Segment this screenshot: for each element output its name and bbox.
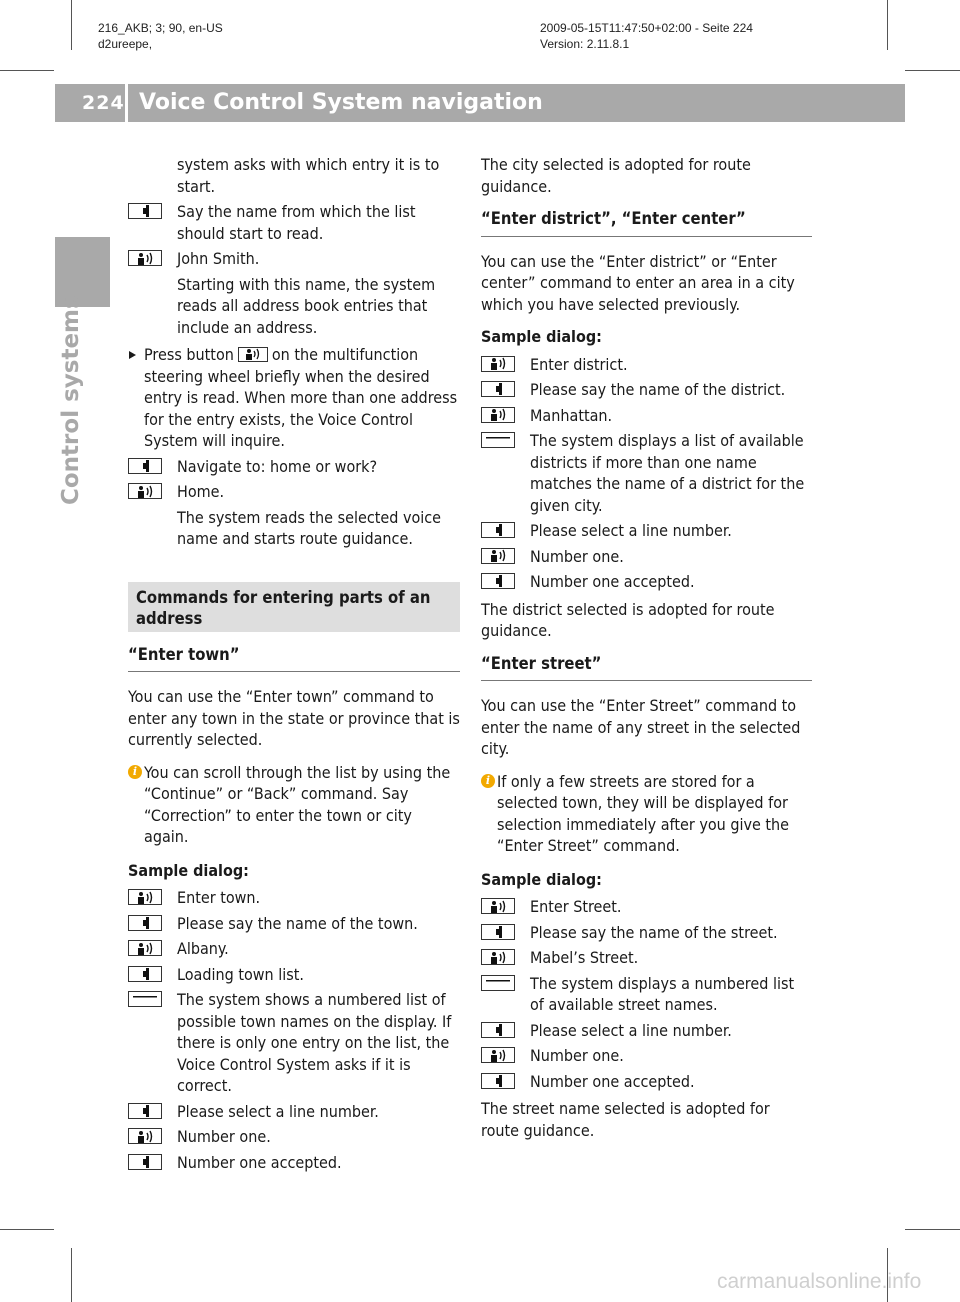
- bullet-text-pre: Press button: [144, 345, 234, 364]
- dialog-text: Home.: [177, 482, 225, 501]
- print-meta-right: [540, 20, 753, 52]
- dialog-text: The system displays a numbered list of available street names.: [530, 973, 795, 1014]
- subheading-enter-town: “Enter town”: [128, 644, 460, 673]
- dialog-display: [481, 973, 812, 1016]
- dialog-user: [128, 938, 460, 960]
- dialog-system: [481, 520, 812, 542]
- continued-text: system asks with which entry it is to start.: [177, 155, 440, 196]
- speaker-icon: [128, 203, 162, 219]
- user-voice-icon: [128, 1128, 162, 1144]
- dialog-text: Number one accepted.: [530, 572, 695, 591]
- watermark-text: carmanualsonline.info: [717, 1270, 922, 1293]
- dialog-text: Number one accepted.: [530, 1071, 695, 1091]
- dialog-text: Enter town.: [177, 888, 261, 907]
- crop-mark: [905, 70, 960, 71]
- dialog-display: [128, 989, 460, 1097]
- paragraph: The street name selected is adopted for route guidance.: [481, 1099, 770, 1140]
- dialog-user: [481, 1045, 812, 1067]
- side-section-label: Control systems: [58, 295, 84, 505]
- display-icon: [481, 975, 515, 991]
- bullet-text-post: on the multifunction steering wheel briefly when the desired entry is read. When more than one address for the entry exists, the Voice Control System will inquire.: [144, 345, 458, 450]
- info-icon: i: [128, 765, 142, 779]
- dialog-text: Mabel’s Street.: [530, 948, 639, 967]
- subheading-enter-district: “Enter district”, “Enter center”: [481, 208, 812, 237]
- crop-mark: [71, 0, 72, 50]
- meta-left-line2: d2ureepe,: [98, 37, 153, 51]
- dialog-system: [481, 379, 812, 401]
- dialog-system: [128, 1101, 460, 1123]
- display-icon: [128, 991, 162, 1007]
- dialog-text: Enter Street.: [530, 897, 622, 916]
- dialog-text: Number one accepted.: [177, 1152, 342, 1172]
- dialog-text: Please say the name of the street.: [530, 922, 778, 942]
- dialog-user: [128, 887, 460, 909]
- dialog-text: Please select a line number.: [177, 1101, 379, 1121]
- page-number: 224: [82, 92, 125, 114]
- paragraph: The city selected is adopted for route guidance.: [481, 155, 751, 196]
- left-column: [128, 154, 460, 1177]
- dialog-text: Enter district.: [530, 354, 628, 374]
- page-title: Voice Control System navigation: [139, 90, 543, 115]
- paragraph: You can use the “Enter Street” command to enter the name of any street in the selected city.: [481, 696, 801, 758]
- info-text: You can scroll through the list by using the “Continue” or “Back” command. Say “Correction” to enter the town or city again.: [144, 762, 451, 846]
- crop-mark: [0, 70, 54, 71]
- dialog-user: [128, 248, 460, 338]
- dialog-display: [481, 430, 812, 516]
- section-heading: Commands for entering parts of an address: [128, 582, 460, 632]
- dialog-user: [128, 1126, 460, 1148]
- dialog-system: [128, 1152, 460, 1174]
- instruction-bullet: [128, 344, 460, 452]
- crop-mark: [71, 1248, 72, 1302]
- speaker-icon: [128, 1103, 162, 1119]
- dialog-text: Please select a line number.: [530, 521, 732, 540]
- speaker-icon: [481, 1022, 515, 1038]
- dialog-text: Please say the name of the district.: [530, 380, 786, 399]
- user-voice-icon: [128, 250, 162, 266]
- dialog-user: [481, 405, 812, 427]
- dialog-system: [481, 1020, 812, 1042]
- print-meta-left: [98, 20, 223, 52]
- dialog-subtext: The system reads the selected voice name and starts route guidance.: [177, 507, 442, 548]
- dialog-system: [481, 571, 812, 593]
- speaker-icon: [481, 924, 515, 940]
- user-voice-icon: [128, 940, 162, 956]
- dialog-user: [481, 947, 812, 969]
- user-voice-icon: [481, 1047, 515, 1063]
- dialog-text: Please say the name of the town.: [177, 913, 418, 933]
- crop-mark: [0, 1229, 54, 1230]
- dialog-system: [128, 913, 460, 935]
- dialog-text: Say the name from which the list should start to read.: [177, 202, 416, 243]
- speaker-icon: [481, 1073, 515, 1089]
- user-voice-icon: [481, 949, 515, 965]
- crop-mark: [905, 1229, 960, 1230]
- speaker-icon: [128, 1154, 162, 1170]
- dialog-system: [128, 201, 460, 244]
- right-column: [481, 154, 812, 1152]
- dialog-text: The system shows a numbered list of possible town names on the display. If there is only one entry on the list, the Voice Control System asks if it is correct.: [177, 990, 452, 1095]
- user-voice-icon: [481, 898, 515, 914]
- user-voice-icon: [481, 548, 515, 564]
- info-note: [128, 762, 460, 848]
- meta-left-line1: 216_AKB; 3; 90, en-US: [98, 21, 223, 35]
- dialog-text: Manhattan.: [530, 405, 613, 425]
- dialog-user: [128, 481, 460, 550]
- dialog-text: Number one.: [177, 1127, 271, 1146]
- dialog-text: Number one.: [530, 546, 624, 566]
- dialog-text: Loading town list.: [177, 964, 304, 984]
- arrow-bullet-icon: [129, 351, 136, 359]
- subheading-enter-street: “Enter street”: [481, 653, 812, 682]
- user-voice-icon: [481, 407, 515, 423]
- dialog-system: [128, 456, 460, 478]
- dialog-text: Navigate to: home or work?: [177, 456, 378, 476]
- dialog-system: [481, 1071, 812, 1093]
- dialog-text: Number one.: [530, 1046, 624, 1065]
- dialog-text: Albany.: [177, 939, 229, 958]
- header-separator: [125, 55, 128, 122]
- voice-button-icon: [238, 347, 268, 362]
- dialog-subtext: Starting with this name, the system reads all address book entries that include an address.: [177, 274, 436, 337]
- sample-dialog-label: Sample dialog:: [481, 869, 602, 889]
- info-icon: i: [481, 774, 495, 788]
- sample-dialog-label: Sample dialog:: [128, 860, 249, 880]
- dialog-system: [481, 922, 812, 944]
- meta-right-line2: Version: 2.11.8.1: [540, 37, 630, 51]
- info-note: [481, 771, 812, 857]
- paragraph: You can use the “Enter town” command to enter any town in the state or province that is currently selected.: [128, 687, 460, 749]
- dialog-text: Please select a line number.: [530, 1020, 732, 1040]
- dialog-text: The system displays a list of available districts if more than one name matches the name of a district for the given city.: [530, 431, 805, 515]
- user-voice-icon: [481, 356, 515, 372]
- meta-right-line1: 2009-05-15T11:47:50+02:00 - Seite 224: [540, 21, 753, 35]
- speaker-icon: [128, 966, 162, 982]
- dialog-user: [481, 896, 812, 918]
- paragraph: You can use the “Enter district” or “Enter center” command to enter an area in a city which you have selected previously.: [481, 251, 795, 314]
- display-icon: [481, 432, 515, 448]
- dialog-user: [481, 354, 812, 376]
- paragraph: The district selected is adopted for route guidance.: [481, 599, 775, 640]
- info-text: If only a few streets are stored for a selected town, they will be displayed for selection immediately after you give the “Enter Street” command.: [497, 771, 790, 855]
- speaker-icon: [481, 573, 515, 589]
- speaker-icon: [481, 381, 515, 397]
- user-voice-icon: [128, 483, 162, 499]
- speaker-icon: [128, 915, 162, 931]
- sample-dialog-label: Sample dialog:: [481, 327, 602, 346]
- speaker-icon: [128, 458, 162, 474]
- dialog-text: John Smith.: [177, 249, 260, 268]
- speaker-icon: [481, 522, 515, 538]
- dialog-user: [481, 546, 812, 568]
- dialog-system: [128, 964, 460, 986]
- user-voice-icon: [128, 889, 162, 905]
- crop-mark: [887, 0, 888, 50]
